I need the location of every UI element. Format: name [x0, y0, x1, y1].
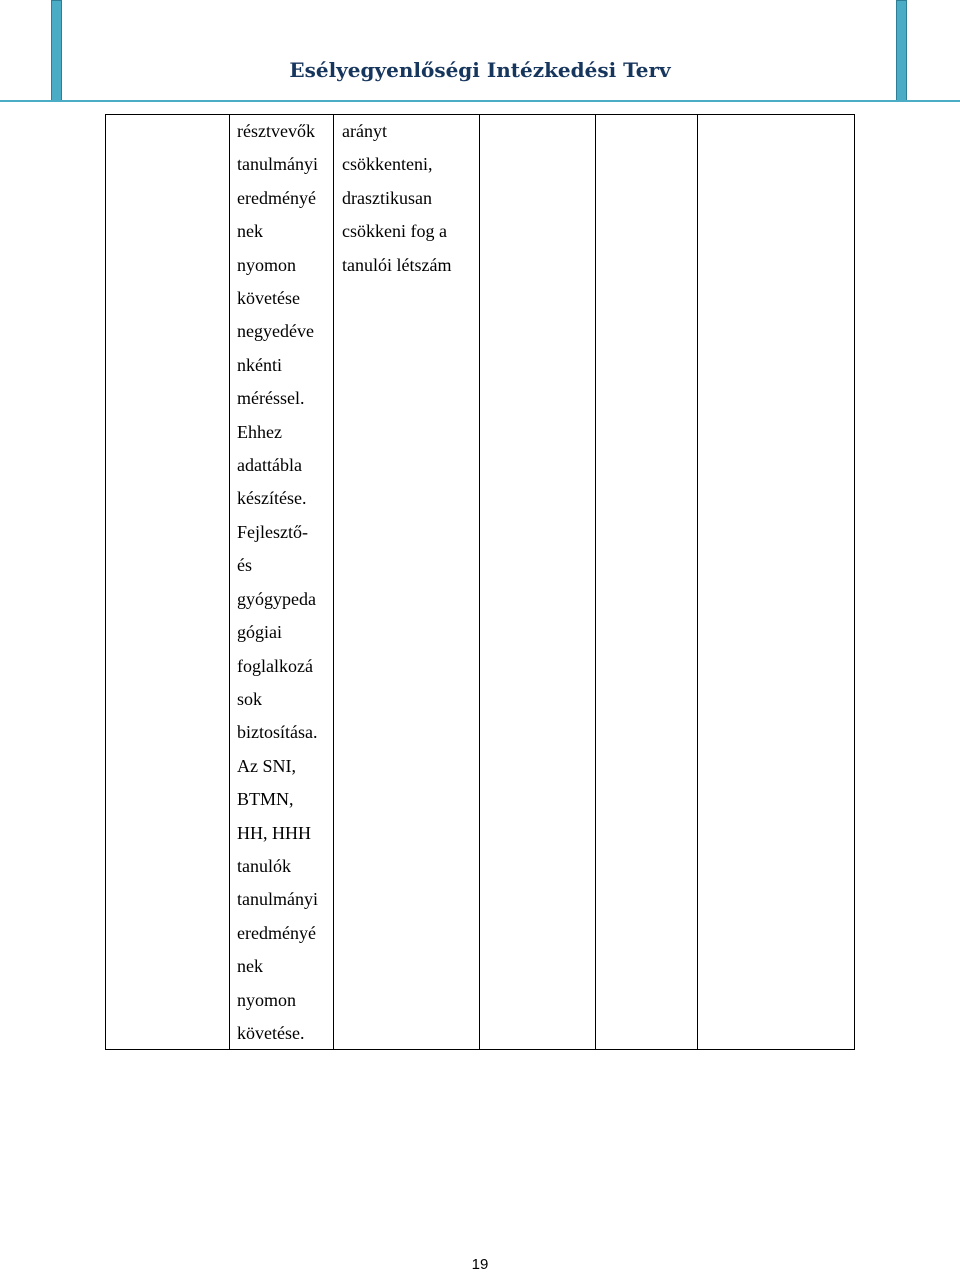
cell-text-line: készítése.: [237, 488, 307, 509]
cell-text-line: Fejlesztő-: [237, 521, 308, 542]
table-cell-measure-description: [237, 115, 318, 1050]
header-right-accent-bar: [896, 0, 907, 101]
cell-text-line: nek: [237, 221, 263, 242]
table-cell-measure-target: [342, 115, 451, 282]
header-divider: [0, 100, 960, 102]
cell-text-line: HH, HHH: [237, 822, 311, 843]
cell-text-line: BTMN,: [237, 789, 294, 810]
cell-text-line: adattábla: [237, 455, 302, 476]
cell-text-line: sok: [237, 688, 263, 709]
cell-text-line: nek: [237, 956, 263, 977]
cell-text-line: méréssel.: [237, 388, 305, 409]
cell-text-line: foglalkozá: [237, 655, 313, 676]
cell-text-line: tanulók: [237, 855, 291, 876]
document-header-title: Esélyegyenlőségi Intézkedési Terv: [289, 58, 671, 82]
table-column-divider: [229, 115, 230, 1049]
cell-text-line: nyomon: [237, 254, 297, 275]
cell-text-line: nyomon: [237, 989, 297, 1010]
cell-text-line: tanulói létszám: [342, 254, 452, 275]
cell-text-line: tanulmányi: [237, 154, 318, 175]
table-column-divider: [333, 115, 334, 1049]
cell-text-line: gógiai: [237, 622, 282, 643]
cell-text-line: követése.: [237, 1022, 305, 1043]
cell-text-line: csökkenteni,: [342, 154, 433, 175]
cell-text-line: követése: [237, 288, 300, 309]
cell-text-line: negyedéve: [237, 321, 314, 342]
cell-text-line: arányt: [342, 121, 387, 141]
cell-text-line: Ehhez: [237, 421, 282, 442]
cell-text-line: tanulmányi: [237, 889, 318, 910]
table-column-divider: [697, 115, 698, 1049]
cell-text-line: résztvevők: [237, 121, 315, 141]
cell-text-line: gyógypeda: [237, 588, 316, 609]
cell-text-line: eredményé: [237, 922, 316, 943]
cell-text-line: drasztikusan: [342, 187, 432, 208]
cell-text-line: és: [237, 555, 252, 576]
header-left-accent-bar: [51, 0, 62, 101]
cell-text-line: biztosítása.: [237, 722, 318, 743]
cell-text-line: nkénti: [237, 354, 282, 375]
cell-text-line: csökkeni fog a: [342, 221, 447, 242]
table-column-divider: [479, 115, 480, 1049]
measures-table: [105, 114, 855, 1050]
cell-text-line: Az SNI,: [237, 755, 296, 776]
page-number: 19: [471, 1256, 489, 1273]
cell-text-line: eredményé: [237, 187, 316, 208]
table-column-divider: [595, 115, 596, 1049]
